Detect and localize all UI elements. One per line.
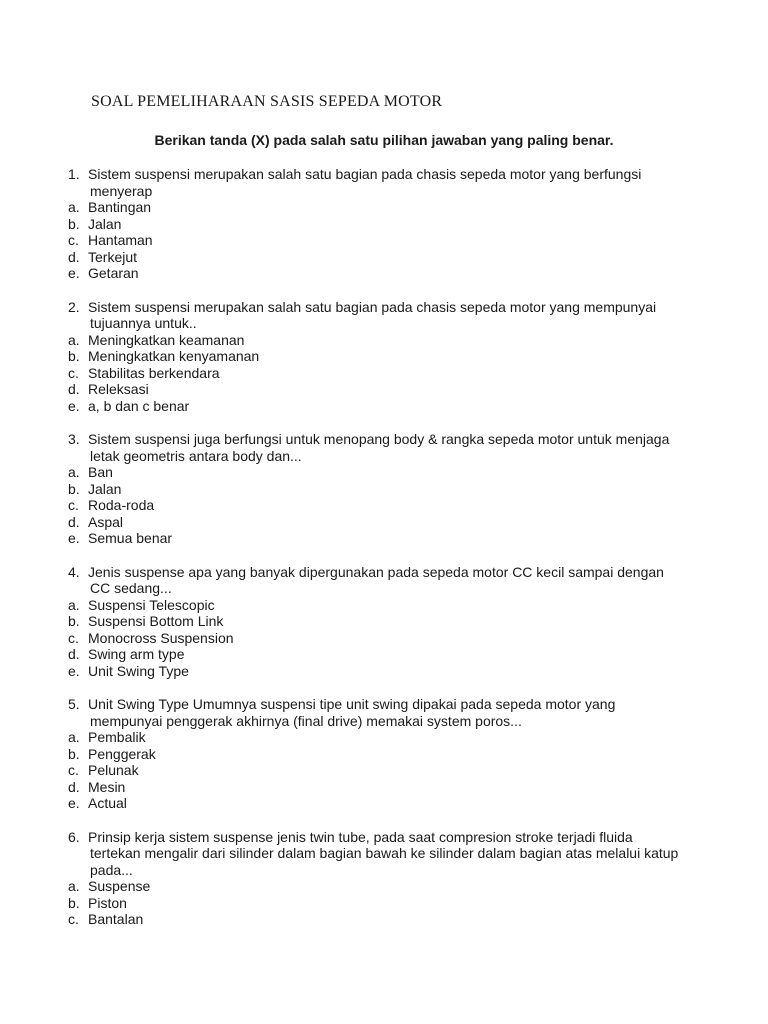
option-text: a, b dan c benar bbox=[88, 397, 190, 414]
option-letter: d. bbox=[68, 778, 80, 795]
option-text: Bantingan bbox=[88, 199, 152, 215]
option-text: Terkejut bbox=[88, 248, 138, 265]
option-letter: a. bbox=[68, 464, 80, 480]
option-text: Suspense bbox=[88, 878, 151, 894]
option-letter: a. bbox=[68, 331, 80, 348]
option-text: Meningkatkan keamanan bbox=[88, 331, 245, 348]
option-text: Bantalan bbox=[88, 911, 144, 927]
answer-option bbox=[68, 779, 708, 796]
question-item bbox=[68, 829, 708, 928]
question-text bbox=[88, 564, 708, 597]
question-stem bbox=[68, 564, 708, 597]
question-item bbox=[68, 564, 708, 680]
answer-option bbox=[68, 249, 708, 266]
question-text bbox=[88, 299, 708, 332]
question-text bbox=[88, 431, 708, 464]
question-text-line: Sistem suspensi merupakan salah satu bagian pada chasis sepeda motor yang mempunyai bbox=[88, 298, 657, 315]
option-text: Unit Swing Type bbox=[88, 662, 189, 679]
question-text-line: pada... bbox=[90, 861, 133, 878]
question-text-line: tujuannya untuk.. bbox=[90, 315, 197, 331]
question-number: 1. bbox=[68, 166, 80, 182]
option-letter: b. bbox=[68, 215, 80, 232]
option-letter: e. bbox=[68, 795, 80, 811]
answer-option bbox=[68, 646, 708, 663]
question-number: 5. bbox=[68, 696, 80, 712]
answer-options bbox=[68, 597, 708, 680]
option-text: Stabilitas berkendara bbox=[88, 364, 220, 381]
option-letter: c. bbox=[68, 762, 79, 778]
option-text: Monocross Suspension bbox=[88, 629, 234, 646]
answer-options bbox=[68, 729, 708, 812]
answer-option bbox=[68, 597, 708, 614]
option-letter: c. bbox=[68, 232, 79, 248]
option-letter: a. bbox=[68, 596, 80, 613]
answer-option bbox=[68, 514, 708, 531]
answer-option bbox=[68, 613, 708, 630]
answer-options bbox=[68, 332, 708, 415]
answer-option bbox=[68, 746, 708, 763]
answer-options bbox=[68, 878, 708, 928]
option-text: Actual bbox=[88, 795, 127, 811]
answer-options bbox=[68, 199, 708, 282]
answer-option bbox=[68, 795, 708, 812]
option-text: Hantaman bbox=[88, 232, 153, 248]
answer-option bbox=[68, 348, 708, 365]
option-letter: c. bbox=[68, 629, 79, 646]
option-letter: a. bbox=[68, 199, 80, 215]
question-item bbox=[68, 299, 708, 415]
option-text: Mesin bbox=[88, 778, 126, 795]
question-number: 4. bbox=[68, 563, 80, 580]
answer-option bbox=[68, 729, 708, 746]
option-letter: b. bbox=[68, 613, 80, 629]
answer-option bbox=[68, 464, 708, 481]
option-letter: b. bbox=[68, 745, 80, 762]
question-item bbox=[68, 696, 708, 812]
question-item bbox=[68, 166, 708, 282]
question-text bbox=[88, 829, 708, 879]
answer-option bbox=[68, 232, 708, 249]
option-text: Pembalik bbox=[88, 729, 146, 745]
answer-option bbox=[68, 265, 708, 282]
question-stem bbox=[68, 299, 708, 332]
option-letter: c. bbox=[68, 497, 79, 513]
answer-option bbox=[68, 381, 708, 398]
option-text: Penggerak bbox=[88, 745, 156, 762]
option-text: Ban bbox=[88, 464, 113, 480]
option-letter: e. bbox=[68, 265, 80, 281]
option-letter: b. bbox=[68, 894, 80, 911]
question-list bbox=[68, 166, 708, 945]
option-text: Suspensi Telescopic bbox=[88, 596, 215, 613]
answer-option bbox=[68, 216, 708, 233]
option-letter: e. bbox=[68, 397, 80, 414]
option-letter: d. bbox=[68, 381, 80, 397]
option-letter: d. bbox=[68, 513, 80, 530]
question-text-line: mempunyai penggerak akhirnya (final drive) memakai system poros... bbox=[90, 712, 522, 729]
option-letter: b. bbox=[68, 480, 80, 497]
question-text-line: Prinsip kerja sistem suspense jenis twin tube, pada saat compresion stroke terjadi fluida bbox=[88, 828, 633, 845]
answer-option bbox=[68, 663, 708, 680]
question-item bbox=[68, 431, 708, 547]
option-text: Swing arm type bbox=[88, 646, 185, 662]
option-letter: d. bbox=[68, 646, 80, 662]
question-text bbox=[88, 166, 708, 199]
instruction-text: Berikan tanda (X) pada salah satu pilihan jawaban yang paling benar. bbox=[154, 132, 614, 148]
question-number: 6. bbox=[68, 828, 80, 845]
option-letter: c. bbox=[68, 911, 79, 927]
question-text-line: Sistem suspensi merupakan salah satu bagian pada chasis sepeda motor yang berfungsi bbox=[88, 166, 642, 182]
option-text: Roda-roda bbox=[88, 497, 155, 513]
answer-option bbox=[68, 497, 708, 514]
answer-option bbox=[68, 911, 708, 928]
question-stem bbox=[68, 696, 708, 729]
answer-option bbox=[68, 878, 708, 895]
question-text bbox=[88, 696, 708, 729]
question-stem bbox=[68, 829, 708, 879]
option-text: Meningkatkan kenyamanan bbox=[88, 348, 260, 364]
question-text-line: letak geometris antara body dan... bbox=[90, 447, 302, 464]
option-letter: e. bbox=[68, 662, 80, 679]
question-text-line: Sistem suspensi juga berfungsi untuk menopang body & rangka sepeda motor untuk menjaga bbox=[88, 431, 670, 447]
option-text: Semua benar bbox=[88, 530, 173, 546]
answer-option bbox=[68, 895, 708, 912]
question-number: 3. bbox=[68, 431, 80, 447]
option-letter: d. bbox=[68, 248, 80, 265]
option-letter: e. bbox=[68, 530, 80, 546]
question-text-line: Jenis suspense apa yang banyak dipergunakan pada sepeda motor CC kecil sampai dengan bbox=[88, 563, 664, 580]
answer-option bbox=[68, 530, 708, 547]
answer-option bbox=[68, 481, 708, 498]
option-text: Jalan bbox=[88, 215, 122, 232]
answer-options bbox=[68, 464, 708, 547]
option-text: Jalan bbox=[88, 480, 122, 497]
option-text: Pelunak bbox=[88, 762, 139, 778]
option-letter: a. bbox=[68, 878, 80, 894]
option-text: Suspensi Bottom Link bbox=[88, 613, 224, 629]
option-text: Getaran bbox=[88, 265, 139, 281]
option-letter: b. bbox=[68, 348, 80, 364]
question-stem bbox=[68, 431, 708, 464]
answer-option bbox=[68, 332, 708, 349]
question-text-line: CC sedang... bbox=[90, 580, 172, 596]
question-text-line: tertekan mengalir dari silinder dalam bagian bawah ke silinder dalam bagian atas melalui katup bbox=[90, 845, 679, 861]
answer-option bbox=[68, 398, 708, 415]
option-letter: c. bbox=[68, 364, 79, 381]
answer-option bbox=[68, 199, 708, 216]
document-title: SOAL PEMELIHARAAN SASIS SEPEDA MOTOR bbox=[91, 93, 443, 110]
option-text: Aspal bbox=[88, 513, 124, 530]
question-text-line: menyerap bbox=[90, 182, 153, 199]
question-text-line: Unit Swing Type Umumnya suspensi tipe unit swing dipakai pada sepeda motor yang bbox=[88, 696, 616, 712]
option-text: Piston bbox=[88, 894, 127, 911]
answer-option bbox=[68, 762, 708, 779]
question-stem bbox=[68, 166, 708, 199]
option-letter: a. bbox=[68, 729, 80, 745]
option-text: Releksasi bbox=[88, 381, 149, 397]
question-number: 2. bbox=[68, 298, 80, 315]
answer-option bbox=[68, 630, 708, 647]
answer-option bbox=[68, 365, 708, 382]
